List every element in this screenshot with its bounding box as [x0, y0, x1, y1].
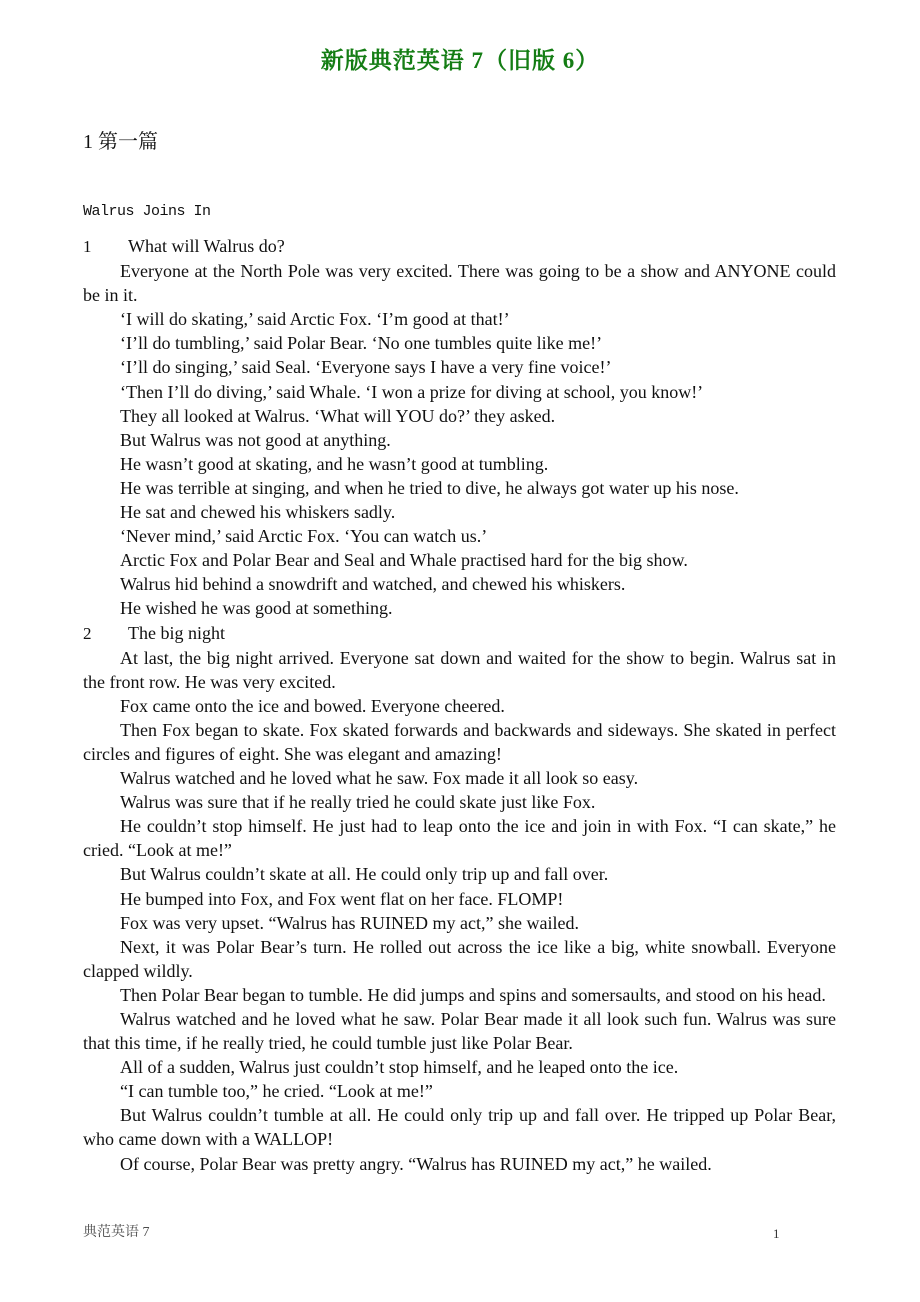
story-paragraph: ‘Then I’ll do diving,’ said Whale. ‘I won a prize for diving at school, you know!’	[120, 381, 704, 402]
document-title: 新版典范英语 7（旧版 6）	[320, 48, 600, 73]
story-paragraph: Fox came onto the ice and bowed. Everyone cheered.	[120, 695, 505, 716]
story-paragraph: Arctic Fox and Polar Bear and Seal and Whale practised hard for the big show.	[120, 550, 688, 571]
story-paragraph: He wasn’t good at skating, and he wasn’t good at tumbling.	[120, 453, 549, 474]
story-paragraph: He couldn’t stop himself. He just had to leap onto the ice and join in with Fox. “I can skate,” he cried. “Look at me!”	[83, 816, 836, 861]
story-paragraph: ‘I will do skating,’ said Arctic Fox. ‘I’m good at that!’	[120, 309, 510, 330]
footer-book-label: 典范英语 7	[83, 1225, 150, 1240]
story-title: Walrus Joins In	[83, 203, 211, 220]
story-paragraph: Then Fox began to skate. Fox skated forwards and backwards and sideways. She skated in perfect circles and figures of eight. She was elegant and amazing!	[83, 719, 836, 764]
story-paragraph: Of course, Polar Bear was pretty angry. “Walrus has RUINED my act,” he wailed.	[120, 1153, 712, 1174]
footer-page-number: 1	[773, 1226, 780, 1241]
story-paragraph: All of a sudden, Walrus just couldn’t stop himself, and he leaped onto the ice.	[120, 1057, 679, 1078]
story-paragraph: But Walrus couldn’t skate at all. He could only trip up and fall over.	[120, 864, 609, 885]
story-paragraph: But Walrus couldn’t tumble at all. He could only trip up and fall over. He tripped up Polar Bear, who came down with a WALLOP!	[83, 1105, 836, 1150]
story-paragraph: ‘I’ll do tumbling,’ said Polar Bear. ‘No one tumbles quite like me!’	[120, 333, 603, 354]
story-paragraph: He wished he was good at something.	[120, 598, 393, 619]
story-paragraph: He sat and chewed his whiskers sadly.	[120, 502, 396, 523]
section-label: 1 第一篇	[83, 131, 158, 153]
story-body	[83, 234, 836, 1176]
story-paragraph: Everyone at the North Pole was very excited. There was going to be a show and ANYONE could be in it.	[83, 261, 836, 306]
story-paragraph: Then Polar Bear began to tumble. He did jumps and spins and somersaults, and stood on his head.	[120, 984, 826, 1005]
story-paragraph: “I can tumble too,” he cried. “Look at me!”	[120, 1081, 433, 1102]
story-paragraph: They all looked at Walrus. ‘What will YOU do?’ they asked.	[120, 405, 556, 426]
story-paragraph: He bumped into Fox, and Fox went flat on her face. FLOMP!	[120, 888, 564, 909]
section-title: What will Walrus do?	[128, 236, 285, 256]
story-paragraph: ‘Never mind,’ said Arctic Fox. ‘You can watch us.’	[120, 526, 488, 547]
section-heading	[83, 621, 836, 646]
story-paragraph: Walrus hid behind a snowdrift and watched, and chewed his whiskers.	[120, 574, 626, 595]
section-title: The big night	[128, 622, 225, 643]
story-paragraph: Walrus watched and he loved what he saw. Polar Bear made it all look such fun. Walrus was sure that this time, if he really tried, he could tumble just like Polar Bear.	[83, 1009, 836, 1054]
story-paragraph: Walrus was sure that if he really tried he could skate just like Fox.	[120, 792, 596, 813]
story-paragraph: ‘I’ll do singing,’ said Seal. ‘Everyone says I have a very fine voice!’	[120, 357, 612, 378]
story-paragraph: But Walrus was not good at anything.	[120, 429, 391, 450]
section-number: 2	[83, 623, 92, 643]
story-paragraph: At last, the big night arrived. Everyone sat down and waited for the show to begin. Walrus sat in the front row. He was very excited.	[83, 647, 836, 692]
section-number: 1	[83, 237, 92, 256]
section-heading	[83, 234, 836, 259]
story-paragraph: Walrus watched and he loved what he saw. Fox made it all look so easy.	[120, 768, 639, 789]
story-paragraph: He was terrible at singing, and when he tried to dive, he always got water up his nose.	[120, 477, 739, 498]
story-paragraph: Next, it was Polar Bear’s turn. He rolled out across the ice like a big, white snowball. Everyone clapped wildly.	[83, 936, 836, 981]
story-paragraph: Fox was very upset. “Walrus has RUINED my act,” she wailed.	[120, 912, 579, 933]
